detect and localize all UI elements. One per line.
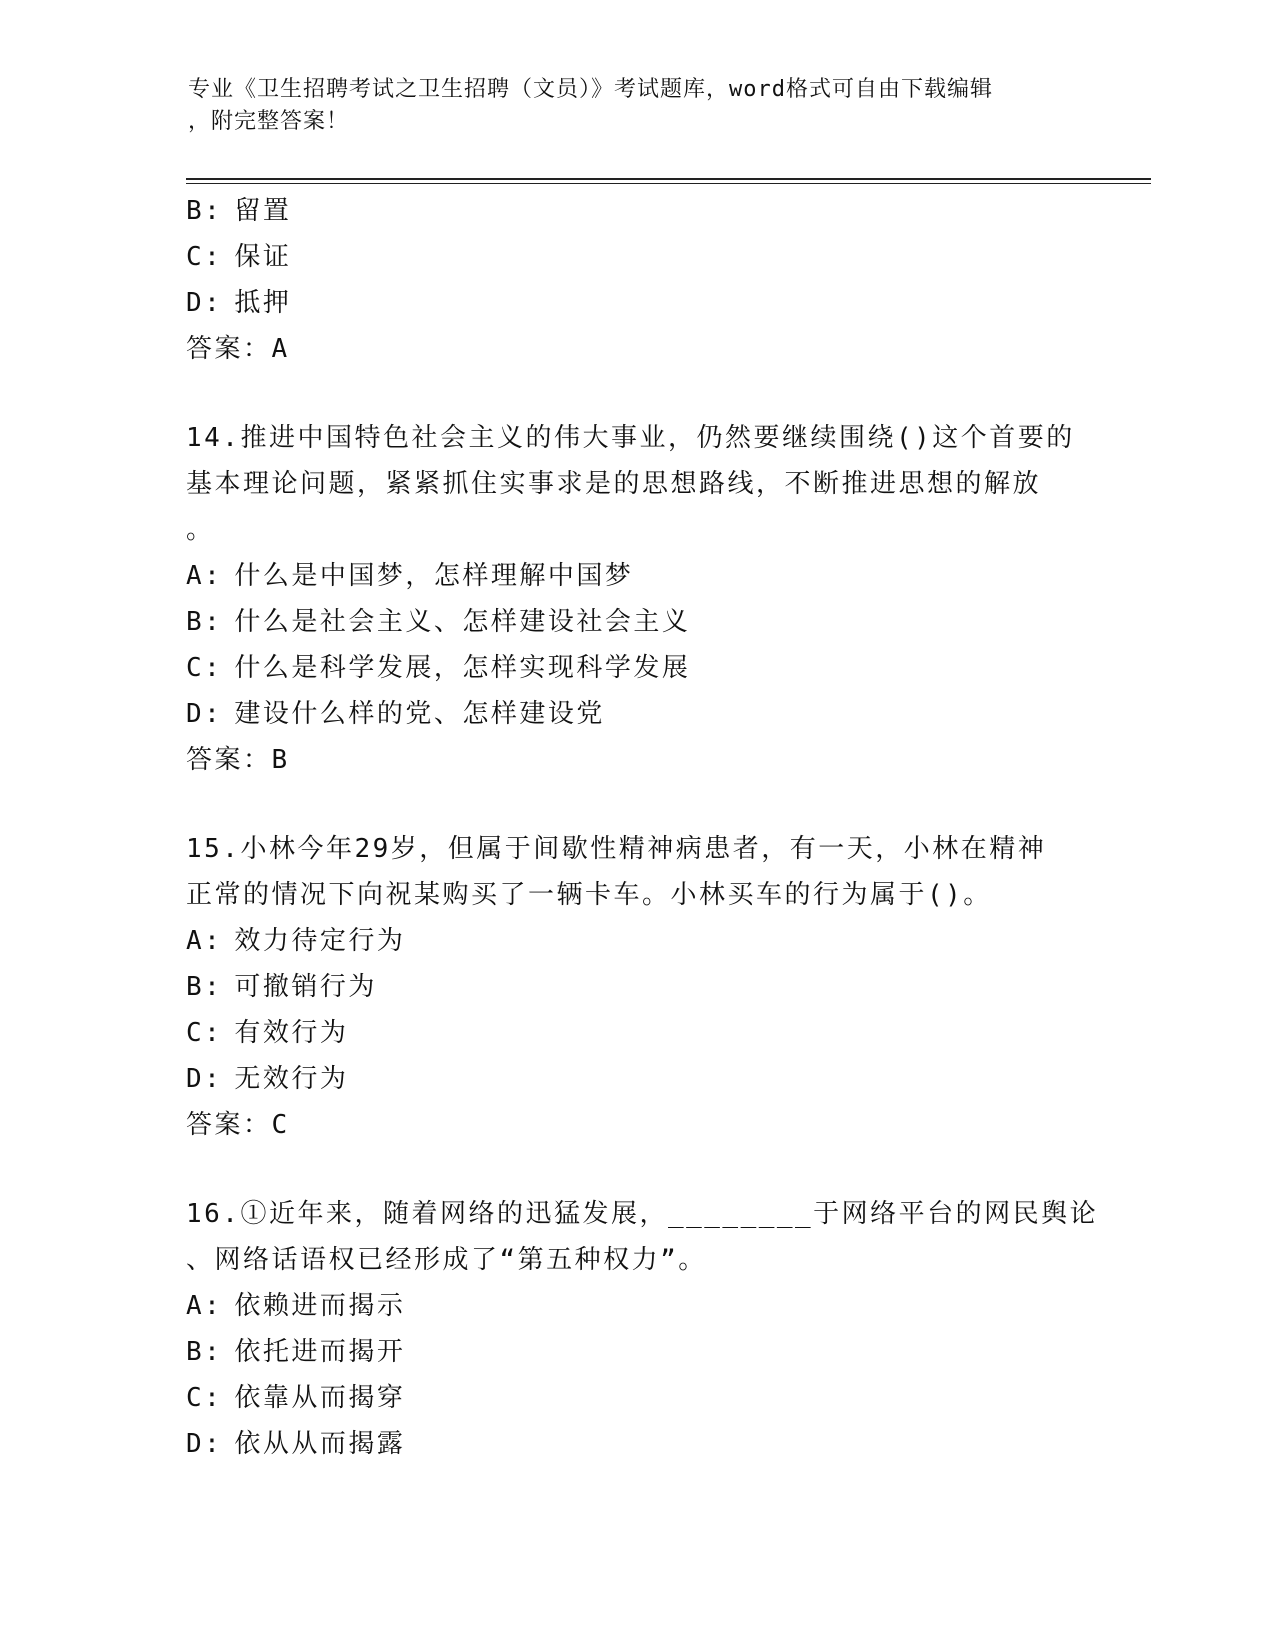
header-title-line1: 专业《卫生招聘考试之卫生招聘（文员）》考试题库，word格式可自由下载编辑: [188, 77, 993, 102]
question-14: [186, 415, 1076, 783]
option-text: 有效行为: [234, 1018, 349, 1048]
option-text: 什么是社会主义、怎样建设社会主义: [234, 607, 691, 637]
question-content: [186, 188, 1099, 1467]
option-text: 建设什么样的党、怎样建设党: [234, 699, 605, 729]
option-label: C:: [186, 1018, 223, 1048]
option-b: [186, 1329, 1076, 1375]
option-label: C:: [186, 1383, 223, 1413]
option-d: [186, 280, 1076, 326]
answer-line: 答案：B: [186, 745, 290, 775]
question-text-line: 、网络话语权已经形成了“第五种权力”。: [186, 1245, 707, 1275]
option-b: [186, 964, 1076, 1010]
option-label: B:: [186, 1337, 223, 1367]
header-title-line2: ，附完整答案！: [188, 109, 350, 134]
question-13-options: [186, 188, 1076, 372]
option-label: B:: [186, 196, 223, 226]
option-d: [186, 691, 1076, 737]
option-text: 依从从而揭露: [234, 1429, 406, 1459]
option-text: 依赖进而揭示: [234, 1291, 406, 1321]
question-text-line: 16.①近年来，随着网络的迅猛发展，________于网络平台的网民舆论: [186, 1199, 1099, 1229]
option-text: 什么是科学发展，怎样实现科学发展: [234, 653, 691, 683]
question-text-line: 基本理论问题，紧紧抓住实事求是的思想路线，不断推进思想的解放: [186, 469, 1042, 499]
question-15: [186, 826, 1076, 1148]
question-16: [186, 1191, 1099, 1467]
option-text: 留置: [234, 196, 292, 226]
option-text: 无效行为: [234, 1064, 349, 1094]
answer-line: 答案：A: [186, 334, 290, 364]
answer-line: 答案：C: [186, 1110, 290, 1140]
question-text-line: 。: [186, 515, 215, 545]
option-label: A:: [186, 561, 223, 591]
option-label: D:: [186, 1064, 223, 1094]
option-a: [186, 553, 1076, 599]
option-text: 什么是中国梦，怎样理解中国梦: [234, 561, 634, 591]
option-b: [186, 188, 1076, 234]
header-divider-thick: [186, 178, 1151, 180]
question-text-line: 15.小林今年29岁，但属于间歇性精神病患者，有一天，小林在精神: [186, 834, 1047, 864]
option-label: D:: [186, 699, 223, 729]
option-text: 保证: [234, 242, 292, 272]
option-label: B:: [186, 972, 223, 1002]
option-c: [186, 234, 1076, 280]
option-label: B:: [186, 607, 223, 637]
option-text: 抵押: [234, 288, 292, 318]
option-text: 依托进而揭开: [234, 1337, 406, 1367]
option-d: [186, 1421, 1076, 1467]
option-c: [186, 1010, 1076, 1056]
page-header: [188, 74, 1088, 138]
option-label: D:: [186, 1429, 223, 1459]
option-text: 可撤销行为: [234, 972, 377, 1002]
option-b: [186, 599, 1076, 645]
option-c: [186, 1375, 1076, 1421]
option-label: C:: [186, 653, 223, 683]
option-text: 依靠从而揭穿: [234, 1383, 406, 1413]
header-divider-thin: [186, 183, 1151, 184]
option-label: D:: [186, 288, 223, 318]
question-text-line: 14.推进中国特色社会主义的伟大事业，仍然要继续围绕()这个首要的: [186, 423, 1075, 453]
option-c: [186, 645, 1076, 691]
option-label: A:: [186, 1291, 223, 1321]
option-label: A:: [186, 926, 223, 956]
question-text-line: 正常的情况下向祝某购买了一辆卡车。小林买车的行为属于()。: [186, 880, 992, 910]
option-label: C:: [186, 242, 223, 272]
option-a: [186, 1283, 1076, 1329]
option-text: 效力待定行为: [234, 926, 406, 956]
option-a: [186, 918, 1076, 964]
option-d: [186, 1056, 1076, 1102]
